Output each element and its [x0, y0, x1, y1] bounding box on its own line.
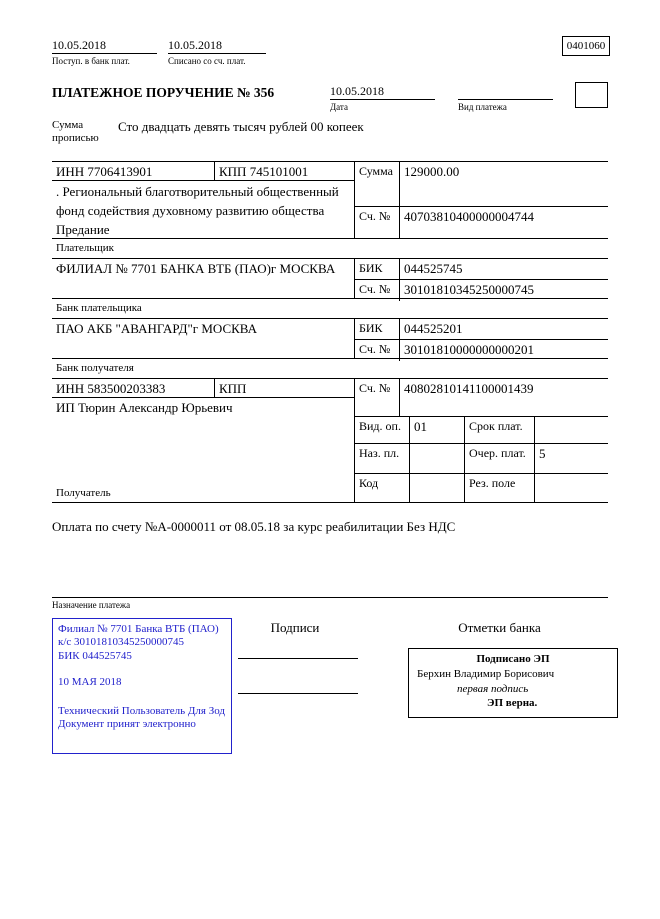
payee-section: [52, 379, 608, 502]
purpose-text: Оплата по счету №А-0000011 от 08.05.18 за курс реабилитации Без НДС: [52, 519, 456, 534]
payer-bank-account: 30101810345250000745: [404, 282, 534, 298]
debited-date-value: 10.05.2018: [168, 38, 266, 54]
payee-bank-account-label: Сч. №: [355, 340, 400, 360]
payer-inn: ИНН 7706413901: [52, 162, 215, 180]
payer-bank-caption: Банк плательщика: [52, 299, 608, 319]
payee-account: 40802810141100001439: [404, 381, 534, 396]
payee-name: ИП Тюрин Александр Юрьевич: [56, 400, 233, 415]
payee-bank-bik: 044525201: [404, 321, 463, 336]
payee-bank-section: [52, 319, 608, 359]
payee-caption: Получатель: [56, 487, 111, 499]
date-field: [330, 84, 435, 113]
amount-words-value: Сто двадцать девять тысяч рублей 00 копеек: [118, 119, 364, 134]
form-code-box: 0401060: [562, 36, 610, 56]
payment-table: [52, 161, 608, 503]
bank-stamp-line2: к/с 30101810345250000745: [58, 636, 185, 649]
payer-left-column: [52, 162, 355, 238]
payer-kpp: КПП 745101001: [219, 164, 309, 179]
payee-bank-name: ПАО АКБ "АВАНГАРД"г МОСКВА: [56, 321, 258, 336]
ep-stamp-name: Берхин Владимир Борисович: [417, 668, 555, 681]
electronic-signature-stamp: [408, 648, 618, 718]
pay-order-value: 5: [539, 446, 546, 461]
debited-date-caption: Списано со сч. плат.: [168, 56, 246, 66]
pay-term-label: Срок плат.: [465, 417, 535, 443]
received-date-field: [52, 38, 157, 67]
code-label: Код: [355, 474, 410, 502]
op-type-label: Вид. оп.: [355, 417, 410, 443]
payee-kpp-label: КПП: [219, 381, 247, 396]
payer-bank-section: [52, 259, 608, 299]
payee-bank-bik-label: БИК: [355, 319, 400, 339]
payer-bank-name: ФИЛИАЛ № 7701 БАНКА ВТБ (ПАО)г МОСКВА: [56, 261, 336, 276]
document-title: ПЛАТЕЖНОЕ ПОРУЧЕНИЕ № 356: [52, 85, 275, 100]
payee-inn: ИНН 583500203383: [52, 379, 215, 397]
payer-account-label: Сч. №: [355, 207, 400, 238]
payment-type-value: [458, 84, 553, 100]
amount-words-label: Сумма прописью: [52, 119, 99, 145]
reserve-value: [535, 474, 608, 502]
date-caption: Дата: [330, 102, 348, 112]
purpose-caption: Назначение платежа: [52, 597, 608, 610]
payment-type-caption: Вид платежа: [458, 102, 507, 112]
date-value: 10.05.2018: [330, 84, 435, 100]
bank-marks-caption: Отметки банка: [458, 620, 541, 635]
bank-stamp-line1: Филиал № 7701 Банка ВТБ (ПАО): [58, 623, 219, 635]
sum-label: Сумма: [355, 162, 400, 206]
payer-bank-bik: 044525745: [404, 261, 463, 276]
signature-line-2: [238, 693, 358, 694]
ep-stamp-title: Подписано ЭП: [476, 653, 550, 665]
payer-section: [52, 162, 608, 239]
payer-account: 40703810400000004744: [404, 209, 534, 224]
bank-stamp-note: Документ принят электронно: [58, 718, 196, 731]
payer-right-column: [355, 162, 608, 238]
sum-value: 129000.00: [404, 164, 460, 179]
bank-stamp-date: 10 МАЯ 2018: [58, 676, 122, 689]
ep-stamp-verified: ЭП верна.: [487, 696, 538, 709]
payer-bank-account-label: Сч. №: [355, 280, 400, 300]
pay-term-value: [535, 417, 608, 443]
signatures-caption: Подписи: [270, 620, 320, 635]
received-date-value: 10.05.2018: [52, 38, 157, 54]
payment-type-field: [458, 84, 553, 113]
signature-line-1: [238, 658, 358, 659]
code-value: [410, 474, 465, 502]
payee-account-label: Сч. №: [355, 379, 400, 416]
payer-caption: Плательщик: [52, 239, 608, 259]
ep-stamp-role: первая подпись: [457, 682, 529, 695]
status-box: [575, 82, 608, 108]
payer-bank-bik-label: БИК: [355, 259, 400, 279]
payee-bank-account: 30101810000000000201: [404, 342, 534, 358]
payee-bank-caption: Банк получателя: [52, 359, 608, 379]
received-date-caption: Поступ. в банк плат.: [52, 56, 130, 66]
op-type-value: 01: [410, 417, 465, 443]
bank-acceptance-stamp: [52, 618, 232, 754]
pay-order-label: Очер. плат.: [465, 444, 535, 473]
payer-name: . Региональный благотворительный общественный фонд содействия духовному развитию общества Предание: [56, 184, 339, 237]
reserve-label: Рез. поле: [465, 474, 535, 502]
bank-stamp-user: Технический Пользователь Для Зод: [58, 704, 226, 717]
pay-purpose-label: Наз. пл.: [355, 444, 410, 473]
pay-purpose-value: [410, 444, 465, 473]
bank-stamp-line3: БИК 044525745: [58, 649, 132, 662]
debited-date-field: [168, 38, 266, 67]
